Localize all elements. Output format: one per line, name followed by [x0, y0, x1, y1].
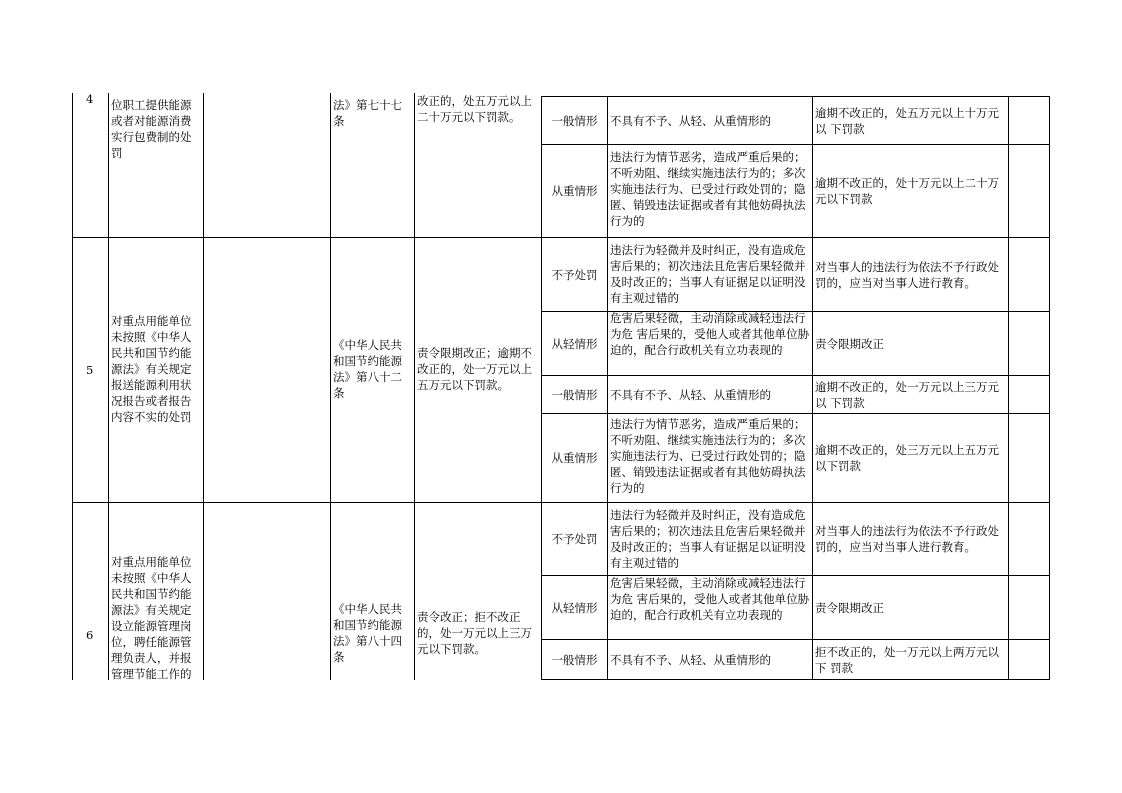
standard: 对当事人的违法行为依法不予行政处罚的，应当对当事人进行教育。: [815, 259, 999, 290]
standard: 逾期不改正的，处三万元以上五万元以下罚款: [815, 443, 999, 473]
item-name: 位职工提供能源或者对能源消费实行包费制的处罚: [111, 98, 192, 160]
row-number: 5: [86, 363, 94, 377]
legal-basis: 《中华人民共和国节约能源法》第八十四条: [333, 602, 402, 664]
v-line: [414, 93, 415, 680]
v-line: [108, 93, 109, 680]
v-line: [203, 93, 204, 680]
circumstance: 从轻情形: [551, 600, 598, 615]
condition: 不具有不予、从轻、从重情形的: [610, 113, 771, 128]
condition: 危害后果轻微，主动消除或减轻违法行为危 害后果的，受他人或者其他单位胁迫的，配合行政机关有立功表现的: [610, 576, 810, 622]
penalty-text: 责令改正；拒不改正的，处一万元以上三万元以下罚款。: [417, 610, 532, 656]
standard: 逾期不改正的，处一万元以上三万元以 下罚款: [815, 379, 999, 410]
row-number: 6: [86, 628, 94, 642]
circumstance: 不予处罚: [551, 267, 598, 282]
condition: 违法行为轻微并及时纠正，没有造成危害后果的；初次违法且危害后果轻微并及时改正的；当事人有证据足以证明没有主观过错的: [610, 508, 806, 570]
circumstance: 一般情形: [551, 113, 598, 128]
circumstance: 从重情形: [551, 184, 598, 198]
item-name: 对重点用能单位未按照《中华人民共和国节约能源法》有关规定报送能源利用状况报告或者报告内容不实的处罚: [111, 314, 192, 424]
circumstance: 不予处罚: [551, 532, 598, 546]
v-line: [607, 96, 608, 680]
standard: 责令限期改正: [815, 600, 884, 615]
condition: 违法行为轻微并及时纠正，没有造成危害后果的；初次违法且危害后果轻微并及时改正的；当事人有证据足以证明没有主观过错的: [610, 243, 806, 305]
legal-basis: 《中华人民共和国节约能源法》第八十二条: [333, 338, 402, 400]
standard: 拒不改正的，处一万元以上两万元以下 罚款: [815, 644, 999, 675]
condition: 危害后果轻微，主动消除或减轻违法行为危 害后果的，受他人或者其他单位胁迫的，配合行政机关有立功表现的: [610, 311, 810, 357]
standard: 责令限期改正: [815, 336, 884, 351]
v-line: [812, 96, 813, 680]
legal-basis: 法》第七十七条: [333, 98, 402, 128]
circumstance: 一般情形: [551, 652, 598, 667]
v-line: [1049, 96, 1050, 680]
h-line: [541, 679, 1050, 680]
penalty-text: 改正的，处五万元以上二十万元以下罚款。: [417, 94, 532, 124]
condition: 不具有不予、从轻、从重情形的: [610, 652, 771, 667]
condition: 违法行为情节恶劣，造成严重后果的；不听劝阻、继续实施违法行为的；多次实施违法行为、已受过行政处罚的；隐匿、销毁违法证据或者有其他妨碍执法行为的: [610, 417, 806, 495]
row-number: 4: [86, 92, 94, 106]
standard: 逾期不改正的，处十万元以上二十万元以下罚款: [815, 176, 999, 206]
condition: 不具有不予、从轻、从重情形的: [610, 387, 771, 402]
item-name: 对重点用能单位未按照《中华人民共和国节约能源法》有关规定设立能源管理岗位，聘任能源管理负责人，并报管理节能工作的: [111, 555, 192, 680]
v-line: [72, 93, 73, 680]
penalty-text: 责令限期改正；逾期不改正的，处一万元以上五万元以下罚款。: [417, 346, 532, 392]
circumstance: 一般情形: [551, 387, 598, 402]
standard: 逾期不改正的，处五万元以上十万元以 下罚款: [815, 105, 999, 136]
circumstance: 从轻情形: [551, 336, 598, 351]
circumstance: 从重情形: [551, 451, 598, 465]
v-line: [1008, 96, 1009, 680]
v-line: [330, 93, 331, 680]
condition: 违法行为情节恶劣，造成严重后果的；不听劝阻、继续实施违法行为的；多次实施违法行为、已受过行政处罚的；隐匿、销毁违法证据或者有其他妨碍执法行为的: [610, 150, 806, 228]
standard: 对当事人的违法行为依法不予行政处罚的，应当对当事人进行教育。: [815, 524, 999, 554]
